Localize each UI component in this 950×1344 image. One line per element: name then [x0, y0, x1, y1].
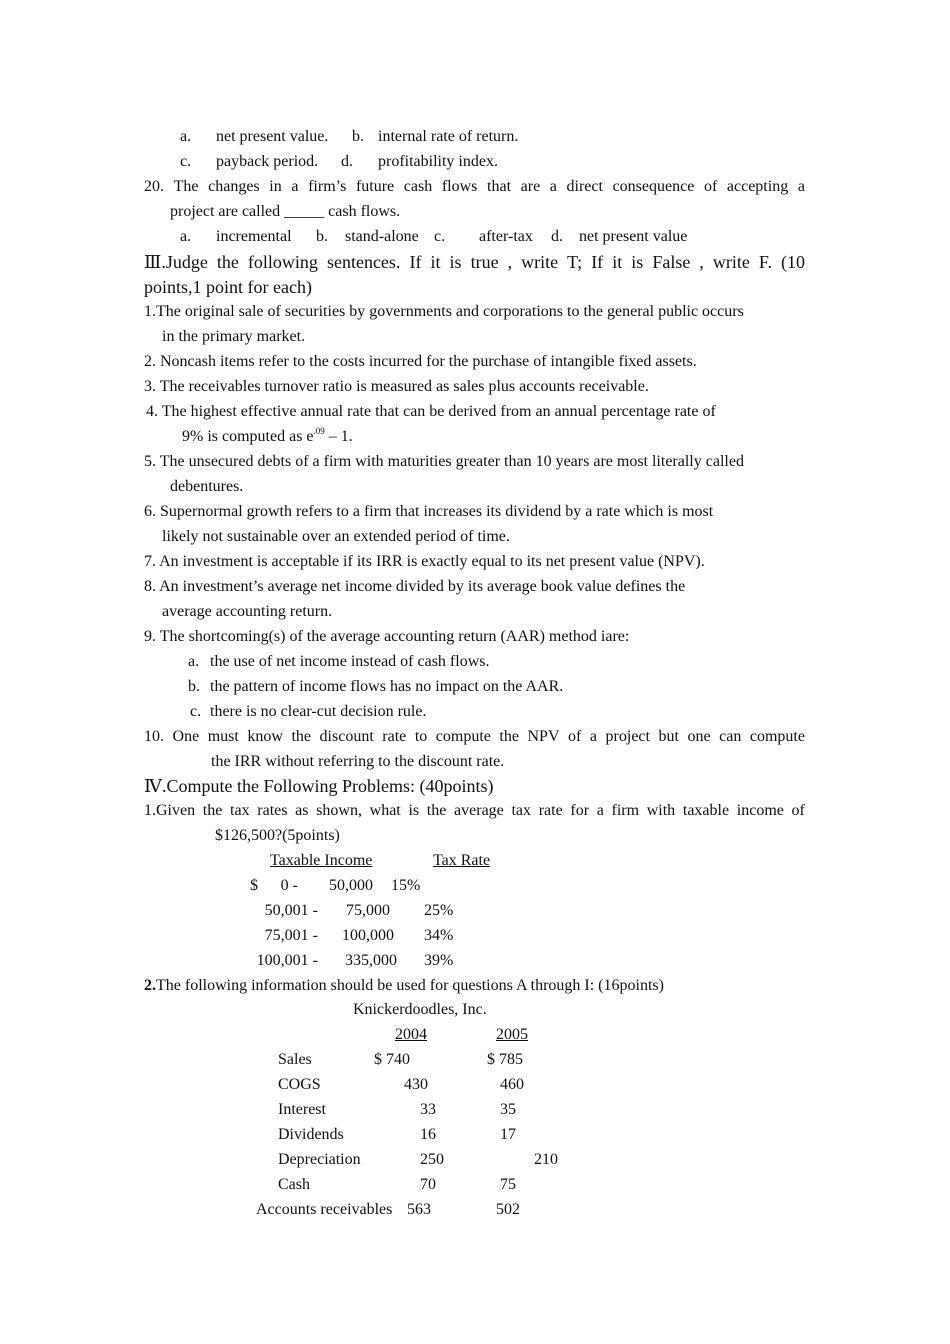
- word: future: [355, 178, 395, 195]
- tax-row-1-high: 50,000: [329, 877, 373, 894]
- row-label-accounts-receivables: Accounts receivables: [256, 1201, 393, 1218]
- word: is: [408, 802, 420, 819]
- statement-2: 2. Noncash items refer to the costs incurred for the purchase of intangible fixed assets.: [144, 353, 697, 370]
- accounts-receivables-2005: 502: [496, 1201, 520, 1218]
- option-text: net present value.: [216, 128, 329, 145]
- statement-7: 7. An investment is acceptable if its IRR is exactly equal to its net present value (NPV).: [144, 553, 705, 570]
- sales-2005: $ 785: [487, 1051, 523, 1068]
- word: a: [589, 728, 598, 745]
- q20-options: [180, 227, 688, 247]
- tax-row-1-currency: $: [250, 877, 258, 894]
- word: what: [369, 802, 401, 819]
- statement-6-line1: 6. Supernormal growth refers to a firm that increases its dividend by a rate which is most: [144, 503, 714, 520]
- word: it: [430, 252, 441, 272]
- cash-2005: 75: [500, 1176, 516, 1193]
- statement-5-line2: debentures.: [170, 478, 244, 495]
- depreciation-2005: 210: [534, 1151, 558, 1168]
- statement-9-option-b: [188, 677, 564, 697]
- problem-1-line2: $126,500?(5points): [215, 827, 340, 844]
- problem-text: The following information should be used for questions A through I: (16points): [156, 977, 664, 994]
- statement-6-line2: likely not sustainable over an extended period of time.: [162, 528, 510, 545]
- word: direct: [566, 178, 603, 195]
- statement-3: 3. The receivables turnover ratio is measured as sales plus accounts receivable.: [144, 378, 649, 395]
- word: as: [295, 802, 309, 819]
- statement-8-line2: average accounting return.: [162, 603, 333, 620]
- year-2005-header: 2005: [496, 1026, 528, 1043]
- tax-row-1-low: 0 -: [280, 877, 298, 894]
- word: firm’s: [308, 178, 347, 195]
- word: but: [658, 728, 679, 745]
- option-letter: c.: [434, 228, 446, 245]
- option-letter: b.: [316, 228, 328, 245]
- word: compute: [749, 728, 805, 745]
- word: the: [499, 728, 519, 745]
- q20-line1: [144, 177, 805, 197]
- exponent: .09: [313, 426, 325, 436]
- company-name: Knickerdoodles, Inc.: [353, 1001, 487, 1018]
- word: If: [591, 252, 604, 272]
- word: One: [172, 728, 200, 745]
- section-3-heading-line2: points,1 point for each): [144, 277, 312, 297]
- statement-9-option-c: [190, 702, 427, 722]
- statement-1-line2: in the primary market.: [162, 328, 306, 345]
- option-text: after-tax: [479, 228, 533, 245]
- word: tax: [230, 802, 250, 819]
- word: 10.: [144, 728, 164, 745]
- row-label-depreciation: Depreciation: [278, 1151, 361, 1168]
- word: must: [207, 728, 239, 745]
- word: the: [202, 802, 223, 819]
- dividends-2005: 17: [500, 1126, 516, 1143]
- option-text: the use of net income instead of cash flows.: [210, 653, 490, 670]
- heading-text: Ⅳ.Compute the Following Problems: (40points): [144, 776, 494, 796]
- word: project: [605, 728, 650, 745]
- word: 20.: [144, 178, 164, 195]
- word: discount: [319, 728, 374, 745]
- dividends-2004: 16: [420, 1126, 436, 1143]
- problem-2-line: [144, 976, 664, 996]
- word: consequence: [612, 178, 695, 195]
- word: it: [612, 252, 623, 272]
- section-4-heading: [144, 776, 493, 798]
- option-letter: a.: [180, 128, 192, 145]
- word: F.: [758, 252, 772, 272]
- word: write: [521, 252, 559, 272]
- row-label-cash: Cash: [278, 1176, 310, 1193]
- q19-options-row1: [180, 127, 519, 147]
- statement-10-line2: the IRR without referring to the discount rate.: [211, 753, 505, 770]
- word: T;: [567, 252, 583, 272]
- row-label-dividends: Dividends: [278, 1126, 344, 1143]
- statement-10-line1: [144, 727, 805, 747]
- tax-row-1-rate: 15%: [391, 877, 421, 894]
- word: can: [719, 728, 742, 745]
- word: firm: [611, 802, 640, 819]
- tax-row-3-low: 75,001 -: [264, 927, 318, 944]
- word: cash: [403, 178, 433, 195]
- word: a: [596, 802, 604, 819]
- word: tax: [511, 802, 531, 819]
- word: compute: [435, 728, 491, 745]
- tax-row-4-low: 100,001 -: [256, 952, 318, 969]
- row-label-sales: Sales: [278, 1051, 312, 1068]
- word: 1.Given: [144, 802, 196, 819]
- section-3-heading: [144, 251, 805, 273]
- word: in: [269, 178, 282, 195]
- word: of: [791, 802, 805, 819]
- word: ,: [507, 252, 513, 272]
- option-letter: b.: [188, 678, 200, 695]
- word: a: [549, 178, 557, 195]
- q19-options-row2: [180, 152, 498, 172]
- word: shown,: [316, 802, 362, 819]
- tax-row-3-high: 100,000: [342, 927, 394, 944]
- word: to: [414, 728, 428, 745]
- problem-1-line1: [144, 801, 805, 821]
- option-letter: d.: [551, 228, 563, 245]
- option-text: payback period.: [216, 153, 319, 170]
- option-text: profitability index.: [378, 153, 498, 170]
- word: that: [487, 178, 512, 195]
- option-text: stand-alone: [345, 228, 419, 245]
- formula-text: 9% is computed as e: [182, 428, 314, 445]
- tax-row-2-high: 75,000: [346, 902, 390, 919]
- word: with: [646, 802, 676, 819]
- word: (10: [781, 252, 805, 272]
- word: one: [687, 728, 711, 745]
- word: changes: [208, 178, 260, 195]
- interest-2004: 33: [420, 1101, 436, 1118]
- word: Ⅲ.Judge: [144, 252, 208, 272]
- option-text: there is no clear-cut decision rule.: [210, 703, 427, 720]
- header-tax-rate: Tax Rate: [433, 852, 491, 869]
- header-taxable-income: Taxable Income: [270, 852, 373, 869]
- option-letter: a.: [180, 228, 192, 245]
- option-text: net present value: [579, 228, 688, 245]
- option-text: incremental: [216, 228, 292, 245]
- word: NPV: [527, 728, 560, 745]
- word: true: [470, 252, 499, 272]
- word: is: [449, 252, 462, 272]
- sales-2004: $ 740: [374, 1051, 410, 1068]
- word: of: [703, 178, 718, 195]
- word: taxable: [682, 802, 730, 819]
- statement-1-line1: 1.The original sale of securities by governments and corporations to the general public occurs: [144, 303, 744, 320]
- statement-9-option-a: [188, 652, 490, 672]
- tax-row-3-rate: 34%: [424, 927, 454, 944]
- cogs-2005: 460: [500, 1076, 524, 1093]
- word: a: [797, 178, 805, 195]
- word: for: [570, 802, 590, 819]
- option-letter: c.: [190, 703, 202, 720]
- statement-4-line1: 4. The highest effective annual rate that can be derived from an annual percentage rate of: [146, 403, 716, 420]
- option-letter: c.: [180, 153, 192, 170]
- word: ,: [699, 252, 704, 272]
- word: the: [426, 802, 447, 819]
- accounts-receivables-2004: 563: [407, 1201, 431, 1218]
- option-letter: a.: [188, 653, 200, 670]
- statement-5-line1: 5. The unsecured debts of a firm with maturities greater than 10 years are most literally called: [144, 453, 744, 470]
- word: know: [247, 728, 283, 745]
- statement-9: 9. The shortcoming(s) of the average accounting return (AAR) method iare:: [144, 628, 630, 645]
- row-label-interest: Interest: [278, 1101, 326, 1118]
- word: a: [291, 178, 299, 195]
- word: rate: [382, 728, 407, 745]
- word: If: [409, 252, 422, 272]
- tax-row-2-low: 50,001 -: [264, 902, 318, 919]
- interest-2005: 35: [500, 1101, 516, 1118]
- word: False: [652, 252, 691, 272]
- word: rate: [538, 802, 563, 819]
- word: the: [216, 252, 239, 272]
- word: are: [520, 178, 541, 195]
- word: is: [631, 252, 644, 272]
- cash-2004: 70: [420, 1176, 436, 1193]
- word: income: [736, 802, 784, 819]
- row-label-cogs: COGS: [278, 1076, 321, 1093]
- formula-text: – 1.: [324, 428, 353, 445]
- option-letter: d.: [341, 153, 353, 170]
- word: rates: [257, 802, 288, 819]
- option-text: the pattern of income flows has no impact on the AAR.: [210, 678, 564, 695]
- word: average: [454, 802, 504, 819]
- tax-row-2-rate: 25%: [424, 902, 454, 919]
- tax-row-4-rate: 39%: [424, 952, 454, 969]
- word: flows: [441, 178, 478, 195]
- statement-4-line2: [182, 427, 353, 447]
- word: sentences.: [326, 252, 401, 272]
- word: write: [712, 252, 750, 272]
- q20-line2: project are called _____ cash flows.: [170, 203, 401, 220]
- depreciation-2004: 250: [420, 1151, 444, 1168]
- word: of: [568, 728, 582, 745]
- option-letter: b.: [352, 128, 364, 145]
- statement-8-line1: 8. An investment’s average net income divided by its average book value defines the: [144, 578, 686, 595]
- cogs-2004: 430: [404, 1076, 428, 1093]
- option-text: internal rate of return.: [378, 128, 519, 145]
- tax-row-4-high: 335,000: [345, 952, 397, 969]
- word: The: [173, 178, 199, 195]
- word: the: [291, 728, 312, 745]
- year-2004-header: 2004: [395, 1026, 427, 1043]
- word: following: [247, 252, 318, 272]
- word: accepting: [726, 178, 789, 195]
- problem-number: 2.: [144, 977, 156, 994]
